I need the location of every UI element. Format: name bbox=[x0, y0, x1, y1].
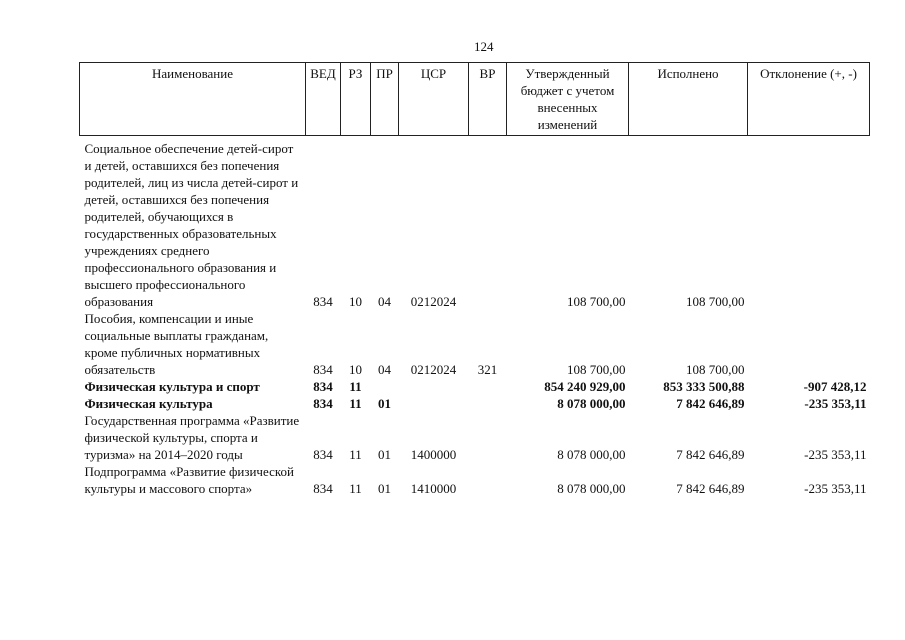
row-csr: 1400000 bbox=[410, 447, 457, 462]
header-row bbox=[80, 63, 870, 136]
row-executed: 853 333 500,88 bbox=[663, 379, 745, 394]
row-name: Пособия, компенсации и иные социальные выплаты гражданам, кроме публичных нормативных обязательств bbox=[84, 311, 269, 377]
row-csr: 0212024 bbox=[410, 362, 457, 377]
row-csr bbox=[399, 395, 469, 412]
row-rz: 11 bbox=[349, 379, 362, 394]
row-executed: 108 700,00 bbox=[686, 362, 745, 377]
row-vr bbox=[469, 463, 507, 497]
row-executed: 7 842 646,89 bbox=[676, 447, 745, 462]
header-name: Наименование bbox=[80, 63, 306, 136]
row-executed: 108 700,00 bbox=[686, 294, 745, 309]
row-ved: 834 bbox=[313, 379, 333, 394]
row-rz: 11 bbox=[349, 481, 362, 496]
row-pr: 04 bbox=[378, 362, 391, 377]
row-deviation bbox=[748, 310, 870, 378]
row-deviation: -235 353,11 bbox=[804, 447, 867, 462]
header-pr: ПР bbox=[371, 63, 399, 136]
table-row bbox=[80, 310, 870, 378]
table-row bbox=[80, 412, 870, 463]
row-ved: 834 bbox=[313, 294, 333, 309]
row-vr bbox=[469, 136, 507, 311]
row-csr bbox=[399, 378, 469, 395]
row-executed: 7 842 646,89 bbox=[676, 396, 745, 411]
row-csr: 1410000 bbox=[410, 481, 457, 496]
row-pr: 01 bbox=[378, 481, 391, 496]
row-budget: 8 078 000,00 bbox=[557, 447, 626, 462]
row-budget: 8 078 000,00 bbox=[557, 481, 626, 496]
row-budget: 854 240 929,00 bbox=[544, 379, 626, 394]
row-pr: 01 bbox=[378, 396, 391, 411]
row-vr: 321 bbox=[477, 362, 498, 377]
row-pr bbox=[371, 378, 399, 395]
table-row bbox=[80, 136, 870, 311]
row-rz: 10 bbox=[349, 294, 362, 309]
row-rz: 11 bbox=[349, 396, 362, 411]
header-vr: ВР bbox=[469, 63, 507, 136]
row-rz: 10 bbox=[349, 362, 362, 377]
row-deviation: -235 353,11 bbox=[804, 481, 867, 496]
row-name: Социальное обеспечение детей-сирот и детей, оставшихся без попечения родителей, лиц из числа детей-сирот и детей, оставшихся без попечения родителей, обучающихся в государственных образовательных учреждениях среднего профессионального образования и высшего профессионального образования bbox=[84, 141, 299, 309]
row-ved: 834 bbox=[313, 362, 333, 377]
row-deviation: -235 353,11 bbox=[804, 396, 867, 411]
header-rz: РЗ bbox=[341, 63, 371, 136]
row-ved: 834 bbox=[313, 396, 333, 411]
row-ved: 834 bbox=[313, 481, 333, 496]
row-budget: 108 700,00 bbox=[567, 362, 626, 377]
row-ved: 834 bbox=[313, 447, 333, 462]
header-executed: Исполнено bbox=[629, 63, 748, 136]
header-csr: ЦСР bbox=[399, 63, 469, 136]
budget-table bbox=[79, 62, 870, 497]
row-vr bbox=[469, 378, 507, 395]
table-body bbox=[80, 136, 870, 498]
page-number: 124 bbox=[474, 39, 494, 54]
header-deviation: Отклонение (+, -) bbox=[748, 63, 870, 136]
row-name: Физическая культура bbox=[84, 396, 213, 411]
row-deviation bbox=[748, 136, 870, 311]
header-ved: ВЕД bbox=[306, 63, 341, 136]
row-vr bbox=[469, 395, 507, 412]
row-csr: 0212024 bbox=[410, 294, 457, 309]
row-pr: 04 bbox=[378, 294, 391, 309]
row-executed: 7 842 646,89 bbox=[676, 481, 745, 496]
table-row bbox=[80, 463, 870, 497]
table-row bbox=[80, 395, 870, 412]
table-row bbox=[80, 378, 870, 395]
row-name: Подпрограмма «Развитие физической культуры и массового спорта» bbox=[84, 464, 294, 496]
row-budget: 108 700,00 bbox=[567, 294, 626, 309]
row-rz: 11 bbox=[349, 447, 362, 462]
row-pr: 01 bbox=[378, 447, 391, 462]
row-vr bbox=[469, 412, 507, 463]
row-name: Государственная программа «Развитие физической культуры, спорта и туризма» на 2014–2020 годы bbox=[84, 413, 300, 462]
row-name: Физическая культура и спорт bbox=[84, 379, 260, 394]
row-budget: 8 078 000,00 bbox=[557, 396, 626, 411]
row-deviation: -907 428,12 bbox=[803, 379, 867, 394]
header-budget: Утвержденный бюджет с учетом внесенных изменений bbox=[507, 63, 629, 136]
